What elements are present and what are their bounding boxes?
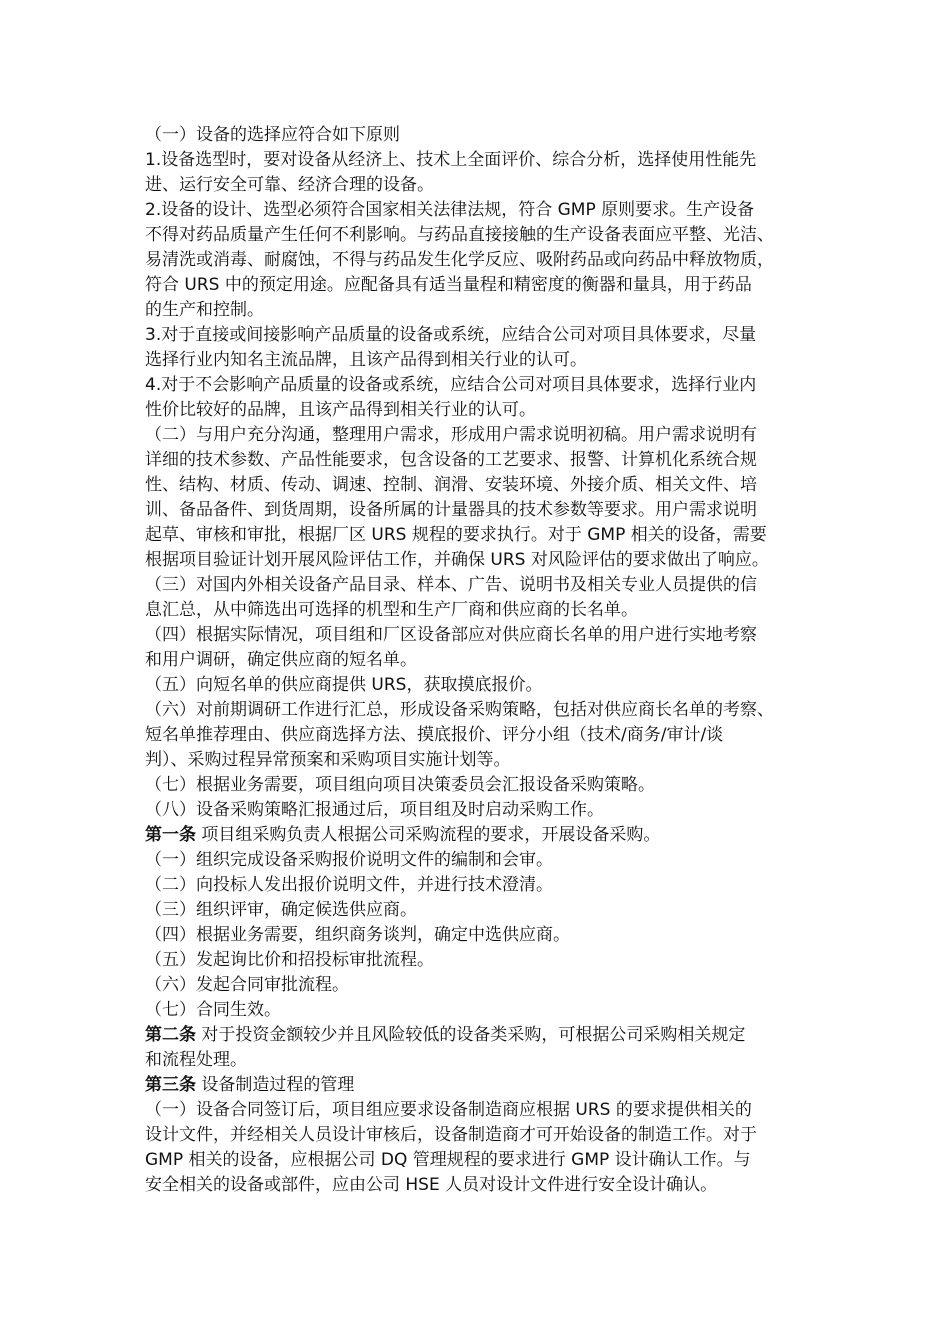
text-line: 不得对药品质量产生任何不利影响。与药品直接接触的生产设备表面应平整、光洁、: [145, 225, 774, 245]
text-line: 易清洗或消毒、耐腐蚀，不得与药品发生化学反应、吸附药品或向药品中释放物质，: [145, 250, 774, 270]
text-line: 1.设备选型时，要对设备从经济上、技术上全面评价、综合分析，选择使用性能先: [145, 150, 757, 170]
text-line: 进、运行安全可靠、经济合理的设备。: [145, 175, 434, 195]
text-line: （四）根据实际情况，项目组和厂区设备部应对供应商长名单的用户进行实地考察: [145, 625, 757, 645]
text-line: 3.对于直接或间接影响产品质量的设备或系统，应结合公司对项目具体要求，尽量: [145, 325, 757, 345]
text-line: （四）根据业务需要，组织商务谈判，确定中选供应商。: [145, 925, 570, 945]
article-label: 第一条: [145, 825, 196, 845]
article-label: 第三条: [145, 1075, 196, 1095]
text-line: 根据项目验证计划开展风险评估工作，并确保 URS 对风险评估的要求做出了响应。: [145, 550, 769, 570]
text-line: 性价比较好的品牌，且该产品得到相关行业的认可。: [145, 400, 536, 420]
text-line: 详细的技术参数、产品性能要求，包含设备的工艺要求、报警、计算机化系统合规: [145, 450, 757, 470]
text-line: 短名单推荐理由、供应商选择方法、摸底报价、评分小组（技术/商务/审计/谈: [145, 725, 724, 745]
article-3: [145, 1073, 821, 1098]
text-line: 符合 URS 中的预定用途。应配备具有适当量程和精密度的衡器和量具，用于药品: [145, 275, 752, 295]
article-text: 对于投资金额较少并且风险较低的设备类采购，可根据公司采购相关规定: [196, 1025, 746, 1045]
text-line: （六）发起合同审批流程。: [145, 975, 349, 995]
text-line: （一）设备的选择应符合如下原则: [145, 125, 400, 145]
text-line: （二）与用户充分沟通，整理用户需求，形成用户需求说明初稿。用户需求说明有: [145, 425, 757, 445]
text-line: 的生产和控制。: [145, 300, 264, 320]
text-line: 安全相关的设备或部件，应由公司 HSE 人员对设计文件进行安全设计确认。: [145, 1175, 718, 1195]
text-line: 性、结构、材质、传动、调速、控制、润滑、安装环境、外接介质、相关文件、培: [145, 475, 757, 495]
text-line: （五）发起询比价和招投标审批流程。: [145, 950, 434, 970]
text-line: 和用户调研，确定供应商的短名单。: [145, 650, 417, 670]
article-1: [145, 823, 821, 848]
text-line: （七）根据业务需要，项目组向项目决策委员会汇报设备采购策略。: [145, 775, 655, 795]
text-line: 训、备品备件、到货周期，设备所属的计量器具的技术参数等要求。用户需求说明: [145, 500, 757, 520]
text-line: （三）对国内外相关设备产品目录、样本、广告、说明书及相关专业人员提供的信: [145, 575, 757, 595]
text-line: （八）设备采购策略汇报通过后，项目组及时启动采购工作。: [145, 800, 604, 820]
article-2: [145, 1023, 821, 1048]
text-line: 设计文件，并经相关人员设计审核后，设备制造商才可开始设备的制造工作。对于: [145, 1125, 757, 1145]
text-line: 判）、采购过程异常预案和采购项目实施计划等。: [145, 750, 511, 770]
text-line: （三）组织评审，确定候选供应商。: [145, 900, 417, 920]
text-line: （二）向投标人发出报价说明文件，并进行技术澄清。: [145, 875, 553, 895]
document-body: [145, 123, 821, 1198]
text-line: 和流程处理。: [145, 1050, 247, 1070]
text-line: 2.设备的设计、选型必须符合国家相关法律法规，符合 GMP 原则要求。生产设备: [145, 200, 755, 220]
text-line: GMP 相关的设备，应根据公司 DQ 管理规程的要求进行 GMP 设计确认工作。与: [145, 1150, 751, 1170]
text-line: 4.对于不会影响产品质量的设备或系统，应结合公司对项目具体要求，选择行业内: [145, 375, 757, 395]
text-line: （七）合同生效。: [145, 1000, 281, 1020]
article-text: 项目组采购负责人根据公司采购流程的要求，开展设备采购。: [196, 825, 661, 845]
text-line: 选择行业内知名主流品牌，且该产品得到相关行业的认可。: [145, 350, 587, 370]
text-line: （六）对前期调研工作进行汇总，形成设备采购策略，包括对供应商长名单的考察、: [145, 700, 774, 720]
text-line: 息汇总，从中筛选出可选择的机型和生产厂商和供应商的长名单。: [145, 600, 638, 620]
article-label: 第二条: [145, 1025, 196, 1045]
text-line: （一）组织完成设备采购报价说明文件的编制和会审。: [145, 850, 553, 870]
text-line: （五）向短名单的供应商提供 URS，获取摸底报价。: [145, 675, 543, 695]
text-line: 起草、审核和审批，根据厂区 URS 规程的要求执行。对于 GMP 相关的设备，需要: [145, 525, 767, 545]
article-text: 设备制造过程的管理: [196, 1075, 355, 1095]
text-line: （一）设备合同签订后，项目组应要求设备制造商应根据 URS 的要求提供相关的: [145, 1100, 752, 1120]
